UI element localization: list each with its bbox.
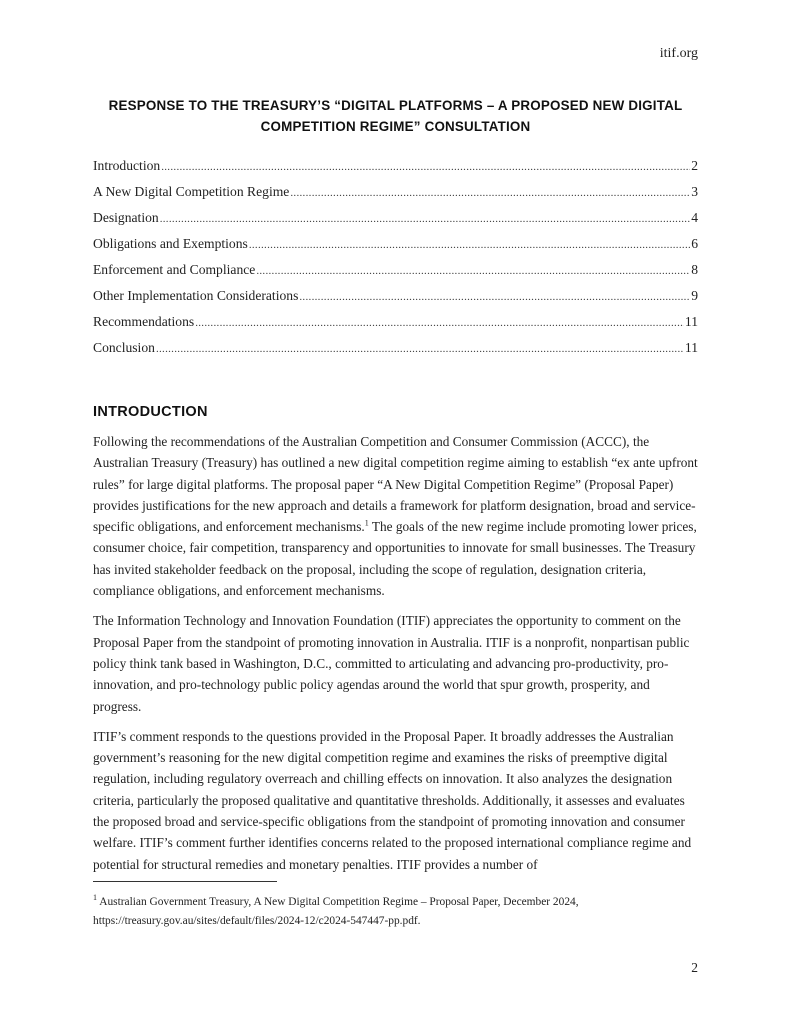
introduction-paragraph-3: ITIF’s comment responds to the questions provided in the Proposal Paper. It broadly addresses the Australian government’s reasoning for the new digital competition regime and examines the risks of preemptive digital regulation, including regulatory overreach and chilling effects on innovation. It also analyzes the designation criteria, particularly the proposed qualitative and quantitative thresholds. Additionally, it assesses and evaluates the proposed broad and service-specific obligations from the standpoint of promoting innovation and consumer welfare. ITIF’s comment further identifies concerns related to the proposed international compliance regime and potential for structural remedies and monetary penalties. ITIF provides a number of [93, 728, 692, 872]
toc-entry-other-implementation-considerations[interactable] [93, 288, 698, 314]
footnote-reference[interactable]: 1 [364, 518, 369, 528]
footnote [93, 893, 699, 930]
toc-leader-dots [195, 317, 684, 329]
toc-entry-page: 4 [691, 210, 698, 225]
toc-entry-conclusion[interactable] [93, 340, 698, 366]
paragraph-text-continued: The goals of the new regime include promoting lower prices, consumer choice, fair competition, transparency and opportunities to innovate for small businesses. The Treasury has invited stakeholder feedback on the proposal, including the scope of regulation, designation criteria, compliance obligations, and enforcement mechanisms. [93, 519, 697, 599]
toc-entry-page: 9 [691, 288, 698, 303]
toc-entry-enforcement-and-compliance[interactable] [93, 262, 698, 288]
toc-leader-dots [160, 213, 691, 225]
footnote-text[interactable]: Australian Government Treasury, A New Digital Competition Regime – Proposal Paper, December 2024, https://treasury.gov.au/sites/default/files/2024-12/c2024-547447-pp.pdf. [93, 896, 579, 927]
toc-entry-page: 11 [684, 340, 698, 355]
toc-leader-dots [161, 161, 690, 173]
toc-entry-label: Designation [93, 210, 159, 225]
document-title [93, 95, 698, 137]
toc-entry-label: Obligations and Exemptions [93, 236, 248, 251]
site-url[interactable]: itif.org [659, 46, 698, 61]
toc-entry-label: Introduction [93, 158, 161, 173]
footnote-divider [93, 881, 277, 882]
introduction-body [93, 431, 699, 884]
toc-entry-page: 8 [691, 262, 698, 277]
toc-entry-page: 3 [691, 184, 698, 199]
title-line-2: COMPETITION REGIME” CONSULTATION [260, 119, 531, 134]
toc-leader-dots [299, 291, 690, 303]
toc-entry-designation[interactable] [93, 210, 698, 236]
toc-leader-dots [156, 343, 684, 355]
toc-entry-new-digital-competition-regime[interactable] [93, 184, 698, 210]
toc-leader-dots [256, 265, 690, 277]
introduction-paragraph-1 [93, 431, 699, 601]
toc-entry-obligations-and-exemptions[interactable] [93, 236, 698, 262]
toc-leader-dots [249, 239, 690, 251]
toc-entry-label: Enforcement and Compliance [93, 262, 256, 277]
footnote-number: 1 [93, 893, 97, 903]
paragraph-text: Following the recommendations of the Australian Competition and Consumer Commission (ACCC), the Australian Treasury (Treasury) has outlined a new digital competition regime aiming to establish “ex ante upfront rules” for large digital platforms. The proposal paper “A New Digital Competition Regime” (Proposal Paper) provides justifications for the new approach and details a framework for platform designation, broad and service-specific obligations, and enforcement mechanisms. [93, 434, 698, 535]
toc-entry-label: Recommendations [93, 314, 195, 329]
table-of-contents [93, 158, 698, 366]
toc-entry-recommendations[interactable] [93, 314, 698, 340]
toc-entry-introduction[interactable] [93, 158, 698, 184]
toc-entry-page: 2 [691, 158, 698, 173]
introduction-heading: INTRODUCTION [93, 404, 208, 420]
title-line-1: RESPONSE TO THE TREASURY’S “DIGITAL PLATFORMS – A PROPOSED NEW DIGITAL [108, 98, 683, 113]
toc-entry-page: 11 [684, 314, 698, 329]
introduction-paragraph-2: The Information Technology and Innovation Foundation (ITIF) appreciates the opportunity to comment on the Proposal Paper from the standpoint of promoting innovation in Australia. ITIF is a nonprofit, nonpartisan public policy think tank based in Washington, D.C., committed to articulating and advancing pro-productivity, pro-innovation, and pro-technology public policy agendas around the world that spur growth, prosperity, and progress. [93, 613, 690, 714]
toc-entry-label: Other Implementation Considerations [93, 288, 299, 303]
toc-entry-label: A New Digital Competition Regime [93, 184, 290, 199]
toc-entry-label: Conclusion [93, 340, 155, 355]
toc-entry-page: 6 [691, 236, 698, 251]
page-number: 2 [691, 960, 698, 975]
toc-leader-dots [290, 187, 690, 199]
